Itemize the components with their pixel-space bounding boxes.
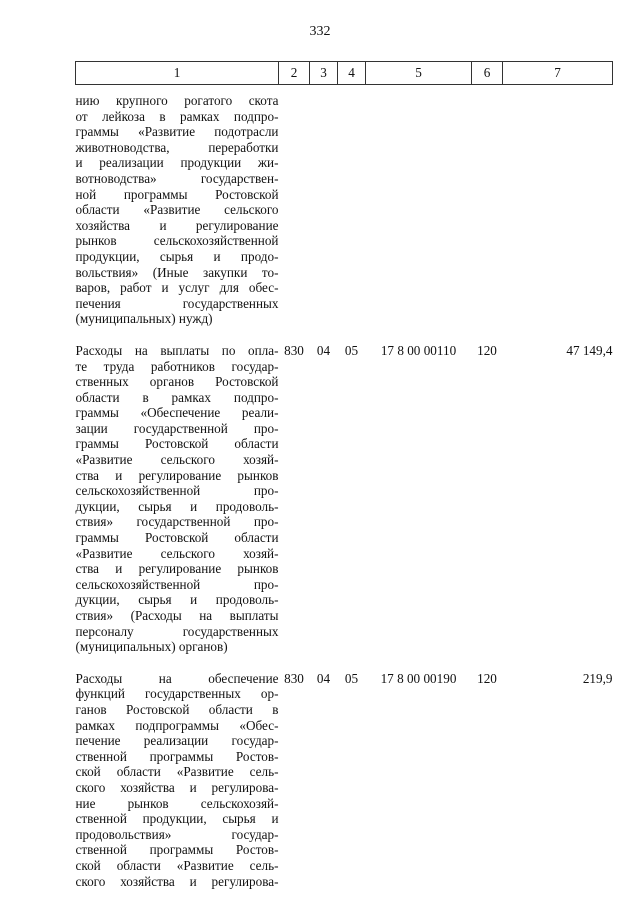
column-header-6: 6 xyxy=(472,62,503,85)
description-line: ского хозяйства и регулирова- xyxy=(75,873,279,889)
column-header-1: 1 xyxy=(76,62,279,85)
table-row xyxy=(76,85,613,343)
table-row xyxy=(76,343,613,671)
section-code: 04 xyxy=(316,342,331,358)
description-line: печение реализации государ- xyxy=(75,733,279,749)
description-line: ской области «Развитие сель- xyxy=(75,857,279,873)
description-line: граммы «Обеспечение реали- xyxy=(75,405,279,421)
description-line: сельскохозяйственной про- xyxy=(75,576,279,592)
description-line: продовольствия» государ- xyxy=(75,826,279,842)
description-line: нию крупного рогатого скота xyxy=(75,93,279,108)
description-line: сельскохозяйственной про- xyxy=(75,483,279,499)
column-header-4: 4 xyxy=(338,62,366,85)
description-line: ствия» государственной про- xyxy=(75,514,279,530)
description-line: ствия» (Расходы на выплаты xyxy=(75,608,279,623)
ministry-code: 830 xyxy=(284,342,304,358)
column-header-3: 3 xyxy=(310,62,338,85)
description-line: те труда работников государ- xyxy=(75,358,279,374)
target-article-code: 17 8 00 00190 xyxy=(380,670,457,686)
budget-table xyxy=(75,61,613,889)
description-line: ской области «Развитие сель- xyxy=(75,764,279,780)
section-code: 04 xyxy=(316,670,331,686)
description-line: ственных органов Ростовской xyxy=(75,374,279,390)
expense-description xyxy=(76,671,279,889)
description-line: ние рынков сельскохозяй- xyxy=(75,795,279,811)
description-line: дукции, сырья и продоволь- xyxy=(75,498,279,514)
description-line: (муниципальных) органов) xyxy=(75,639,228,655)
expense-description xyxy=(76,85,279,343)
ministry-code xyxy=(279,85,310,343)
description-line: персоналу государственных xyxy=(75,623,279,639)
description-line: продукции, сырья и продо- xyxy=(75,248,279,264)
subsection-code: 05 xyxy=(344,670,359,686)
expense-type-code: 120 xyxy=(477,342,497,358)
description-line: граммы «Развитие подотрасли xyxy=(75,124,279,140)
column-header-7: 7 xyxy=(503,62,613,85)
description-line: ственной программы Ростов- xyxy=(75,842,279,858)
description-line: граммы Ростовской области xyxy=(75,436,279,452)
description-line: области в рамках подпро- xyxy=(75,389,279,405)
description-line: рынков сельскохозяйственной xyxy=(75,233,279,249)
column-header-2: 2 xyxy=(279,62,310,85)
description-line: ственной программы Ростов- xyxy=(75,748,279,764)
table-row xyxy=(76,671,613,889)
section-code xyxy=(310,85,338,343)
description-line: печения государственных xyxy=(75,295,279,311)
header-row xyxy=(76,62,613,85)
description-line: «Развитие сельского хозяй- xyxy=(75,545,279,561)
description-line: функций государственных ор- xyxy=(75,686,279,702)
subsection-code xyxy=(338,85,366,343)
description-line: вольствия» (Иные закупки то- xyxy=(75,264,279,280)
description-line: от лейкоза в рамках подпро- xyxy=(75,108,279,124)
column-header-5: 5 xyxy=(366,62,472,85)
description-line: ского хозяйства и регулирова- xyxy=(75,779,279,795)
expense-type-code: 120 xyxy=(477,670,497,686)
page-number: 332 xyxy=(309,24,331,39)
description-line: граммы Ростовской области xyxy=(75,530,279,546)
description-line: варов, работ и услуг для обес- xyxy=(75,280,279,296)
expense-description xyxy=(76,343,279,671)
description-line: зации государственной про- xyxy=(75,420,279,436)
description-line: ганов Ростовской области в xyxy=(75,701,279,717)
description-line: животноводства, переработки xyxy=(75,139,279,155)
description-line: вотноводства» государствен- xyxy=(75,170,279,186)
subsection-code: 05 xyxy=(344,342,359,358)
description-line: хозяйства и регулирование xyxy=(75,217,279,233)
description-line: ства и регулирование рынков xyxy=(75,561,279,577)
description-line: Расходы на выплаты по опла- xyxy=(75,342,279,358)
target-article-code: 17 8 00 00110 xyxy=(380,342,457,358)
target-article-code xyxy=(366,85,472,343)
description-line: дукции, сырья и продоволь- xyxy=(75,592,279,608)
description-line: «Развитие сельского хозяй- xyxy=(75,452,279,468)
description-line: (муниципальных) нужд) xyxy=(75,311,213,327)
description-line: ной программы Ростовской xyxy=(75,186,279,202)
description-line: и реализации продукции жи- xyxy=(75,155,279,171)
description-line: ства и регулирование рынков xyxy=(75,467,279,483)
description-line: рамках подпрограммы «Обес- xyxy=(75,717,279,733)
amount-value xyxy=(503,85,613,343)
description-line: области «Развитие сельского xyxy=(75,202,279,218)
amount-value: 219,9 xyxy=(582,670,613,686)
ministry-code: 830 xyxy=(284,670,304,686)
expense-type-code xyxy=(472,85,503,343)
amount-value: 47 149,4 xyxy=(566,342,613,358)
description-line: Расходы на обеспечение xyxy=(75,670,279,686)
description-line: ственной продукции, сырья и xyxy=(75,811,279,827)
